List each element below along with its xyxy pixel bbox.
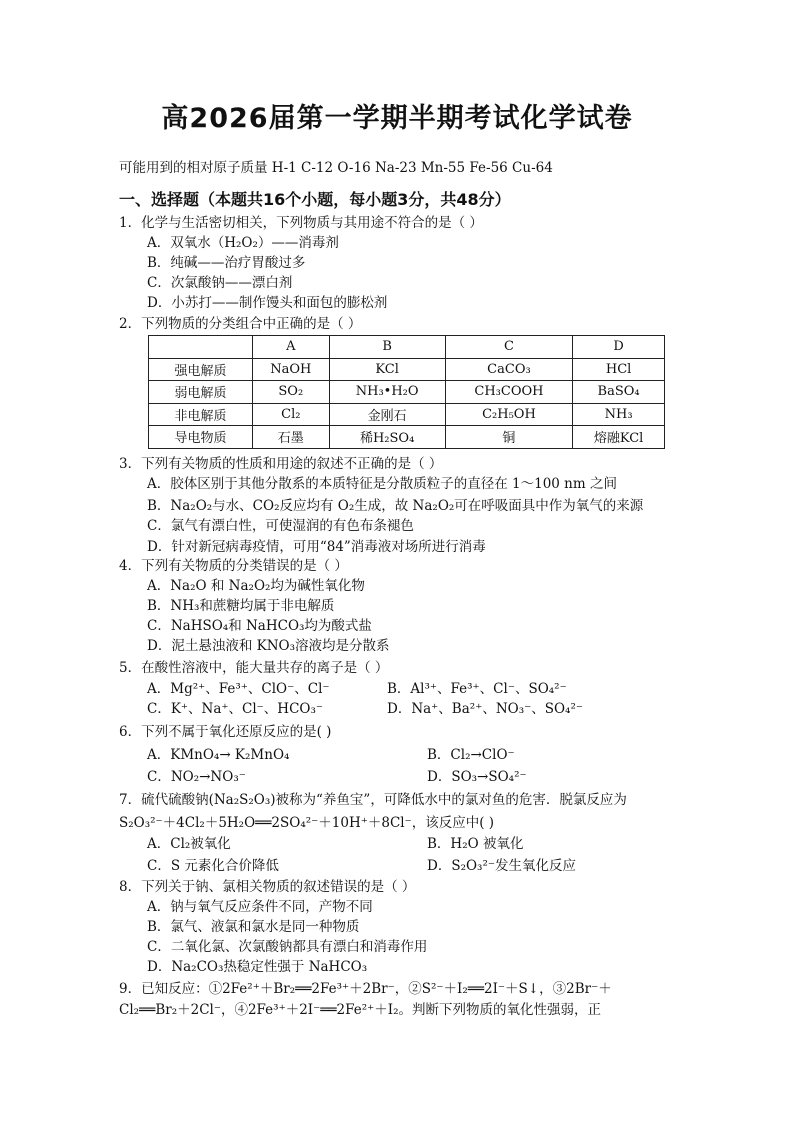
- section-heading: 一、选择题（本题共16个小题，每小题3分，共48分）: [119, 190, 511, 209]
- table-cell: KCl: [329, 358, 445, 381]
- question-4-stem: 4．下列有关物质的分类错误的是（ ）: [119, 558, 348, 574]
- question-8-option-a: A．钠与氧气反应条件不同，产物不同: [147, 899, 373, 915]
- question-3-option-a: A．胶体区别于其他分散系的本质特征是分散质粒子的直径在 1～100 nm 之间: [147, 476, 617, 492]
- table-cell: 熔融KCl: [573, 426, 665, 449]
- table-cell: 金刚石: [329, 403, 445, 426]
- table-row: [149, 426, 665, 449]
- question-1-option-b: B．纯碱——治疗胃酸过多: [147, 255, 306, 271]
- question-7-equation: S₂O₃²⁻＋4Cl₂＋5H₂O══2SO₄²⁻＋10H⁺＋8Cl⁻，该反应中( ): [119, 815, 495, 831]
- table-cell: SO₂: [253, 381, 330, 404]
- table-cell: HCl: [573, 358, 665, 381]
- question-7-option-b: B．H₂O 被氧化: [427, 836, 524, 852]
- question-8-stem: 8．下列关于钠、氯相关物质的叙述错误的是（ ）: [119, 879, 416, 895]
- question-6-option-b: B．Cl₂→ClO⁻: [427, 747, 515, 763]
- table-cell: B: [329, 336, 445, 359]
- question-2-stem: 2．下列物质的分类组合中正确的是（ ）: [119, 316, 362, 332]
- question-9-line-1: 9．已知反应：①2Fe²⁺＋Br₂══2Fe³⁺＋2Br⁻，②S²⁻＋I₂══2I⁻＋S↓，③2Br⁻＋: [119, 981, 612, 997]
- question-8-option-b: B．氯气、液氯和氯水是同一种物质: [147, 919, 360, 935]
- question-9-line-2: Cl₂══Br₂＋2Cl⁻，④2Fe³⁺＋2I⁻══2Fe²⁺＋I₂。判断下列物质的氧化性强弱，正: [119, 1002, 601, 1018]
- table-cell: NaOH: [253, 358, 330, 381]
- table-cell: 强电解质: [149, 358, 253, 381]
- table-cell: 导电物质: [149, 426, 253, 449]
- table-cell: 稀H₂SO₄: [329, 426, 445, 449]
- table-cell: A: [253, 336, 330, 359]
- table-cell: 非电解质: [149, 403, 253, 426]
- table-header-row: [149, 336, 665, 359]
- table-cell: Cl₂: [253, 403, 330, 426]
- question-5-option-d: D．Na⁺、Ba²⁺、NO₃⁻、SO₄²⁻: [387, 701, 584, 717]
- table-row: [149, 381, 665, 404]
- question-5-option-c: C．K⁺、Na⁺、Cl⁻、HCO₃⁻: [147, 701, 324, 717]
- question-1-option-a: A．双氧水（H₂O₂）——消毒剂: [147, 235, 339, 251]
- question-1-option-c: C．次氯酸钠——漂白剂: [147, 275, 293, 291]
- table-cell: BaSO₄: [573, 381, 665, 404]
- question-7-stem: 7．硫代硫酸钠(Na₂S₂O₃)被称为“养鱼宝”，可降低水中的氯对鱼的危害．脱氯反应为: [119, 792, 627, 808]
- table-cell: D: [573, 336, 665, 359]
- question-6-option-c: C．NO₂→NO₃⁻: [147, 769, 246, 785]
- table-cell: 弱电解质: [149, 381, 253, 404]
- question-4-option-c: C．NaHSO₄和 NaHCO₃均为酸式盐: [147, 618, 372, 634]
- question-4-option-d: D．泥土悬浊液和 KNO₃溶液均是分散系: [147, 638, 390, 654]
- question-1-option-d: D．小苏打——制作馒头和面包的膨松剂: [147, 295, 388, 311]
- table-cell: 铜: [445, 426, 573, 449]
- table-cell: [149, 336, 253, 359]
- question-8-option-c: C．二氧化氯、次氯酸钠都具有漂白和消毒作用: [147, 939, 428, 955]
- question-3-option-d: D．针对新冠病毒疫情，可用“84”消毒液对场所进行消毒: [147, 539, 486, 555]
- table-cell: CH₃COOH: [445, 381, 573, 404]
- question-3-option-b: B．Na₂O₂与水、CO₂反应均有 O₂生成，故 Na₂O₂可在呼吸面具中作为氧气的来源: [147, 498, 644, 514]
- question-8-option-d: D．Na₂CO₃热稳定性强于 NaHCO₃: [147, 959, 368, 975]
- atomic-masses: 可能用到的相对原子质量 H-1 C-12 O-16 Na-23 Mn-55 Fe-56 Cu-64: [119, 160, 553, 176]
- table-cell: C₂H₅OH: [445, 403, 573, 426]
- question-6-stem: 6．下列不属于氧化还原反应的是( ): [119, 724, 332, 740]
- question-5-stem: 5．在酸性溶液中，能大量共存的离子是（ ）: [119, 660, 389, 676]
- question-5-option-a: A．Mg²⁺、Fe³⁺、ClO⁻、Cl⁻: [147, 681, 330, 697]
- table-cell: 石墨: [253, 426, 330, 449]
- question-3-stem: 3．下列有关物质的性质和用途的叙述不正确的是（ ）: [119, 456, 443, 472]
- question-7-option-c: C．S 元素化合价降低: [147, 858, 279, 874]
- question-5-option-b: B．Al³⁺、Fe³⁺、Cl⁻、SO₄²⁻: [387, 681, 567, 697]
- table-row: [149, 403, 665, 426]
- table-cell: NH₃•H₂O: [329, 381, 445, 404]
- question-3-option-c: C．氯气有漂白性，可使湿润的有色布条褪色: [147, 518, 414, 534]
- question-7-option-a: A．Cl₂被氧化: [147, 836, 231, 852]
- question-6-option-a: A．KMnO₄→ K₂MnO₄: [147, 747, 290, 763]
- question-4-option-a: A．Na₂O 和 Na₂O₂均为碱性氧化物: [147, 578, 365, 594]
- classification-table: [148, 335, 665, 449]
- page-title: 高2026届第一学期半期考试化学试卷: [161, 103, 633, 134]
- question-6-option-d: D．SO₃→SO₄²⁻: [427, 769, 527, 785]
- question-4-option-b: B．NH₃和蔗糖均属于非电解质: [147, 598, 335, 614]
- question-7-option-d: D．S₂O₃²⁻发生氧化反应: [427, 858, 577, 874]
- table-cell: NH₃: [573, 403, 665, 426]
- table-cell: C: [445, 336, 573, 359]
- table-cell: CaCO₃: [445, 358, 573, 381]
- question-1-stem: 1．化学与生活密切相关，下列物质与其用途不符合的是（ ）: [119, 215, 483, 231]
- table-row: [149, 358, 665, 381]
